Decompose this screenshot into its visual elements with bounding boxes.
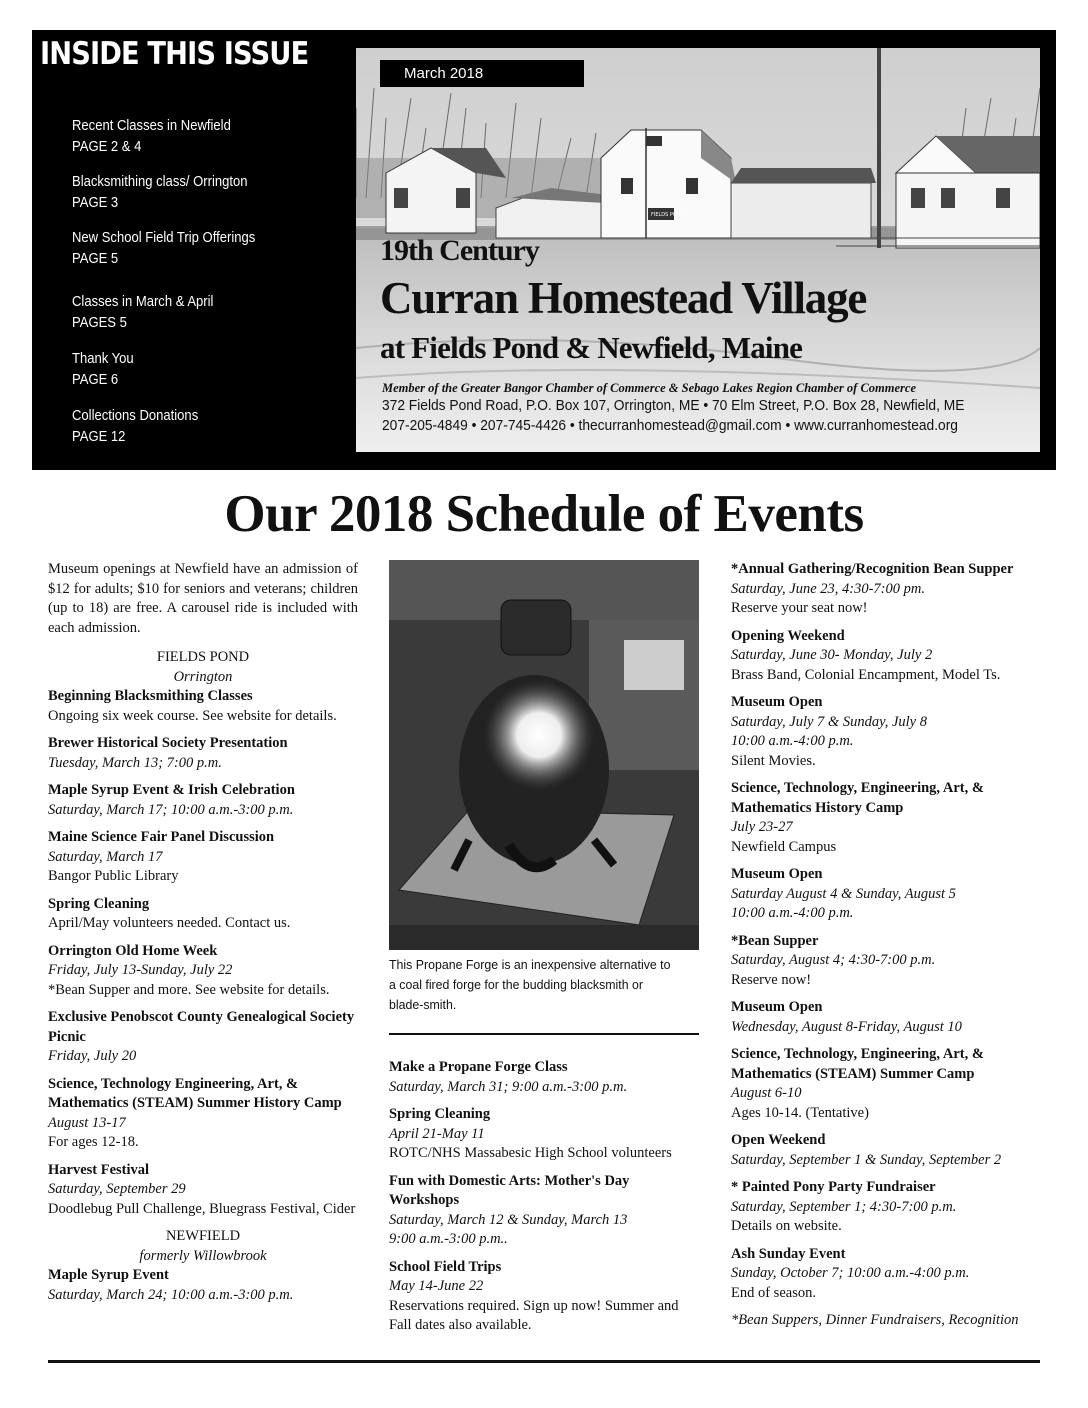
event-date: Tuesday, March 13; 7:00 p.m. [48, 754, 222, 771]
event-title: Orrington Old Home Week [48, 942, 218, 959]
admission-intro: Museum openings at Newfield have an admission of $12 for adults; $10 for seniors and veterans; children (up to 18) are free. A carousel ride is included with each admission. [48, 561, 358, 636]
event-detail: ROTC/NHS Massabesic High School volunteers [389, 1145, 672, 1161]
event-title: Maine Science Fair Panel Discussion [48, 829, 275, 845]
barn-sign: FIELDS POND [651, 212, 685, 218]
toc-item-page: PAGE 5 [72, 251, 119, 267]
event-title: * Painted Pony Party Fundraiser [731, 1179, 936, 1195]
event-date: Saturday, June 30- Monday, July 2 [731, 647, 933, 663]
event-time: 9:00 a.m.-3:00 p.m.. [389, 1231, 508, 1247]
event-date: Saturday, September 29 [48, 1181, 186, 1197]
event-item [48, 1266, 358, 1305]
column-right [731, 560, 1041, 1331]
event-item [731, 779, 1041, 857]
event-detail: For ages 12-18. [48, 1134, 139, 1150]
address-line: 372 Fields Pond Road, P.O. Box 107, Orrington, ME • 70 Elm Street, P.O. Box 28, Newfield, ME [382, 398, 965, 414]
event-detail: End of season. [731, 1284, 816, 1301]
event-detail: April/May volunteers needed. Contact us. [48, 915, 291, 931]
toc-item-page: PAGE 3 [72, 195, 119, 211]
event-item [48, 781, 358, 820]
event-title: *Bean Supper [731, 932, 819, 949]
event-item [48, 895, 358, 934]
section-heading-newfield: NEWFIELD [165, 1228, 241, 1244]
toc-item-page: PAGES 5 [72, 315, 127, 331]
toc-item-title: Thank You [72, 351, 134, 367]
toc-item-page: PAGE 12 [72, 429, 126, 445]
event-item [731, 1245, 1041, 1304]
event-date: Saturday, July 7 & Sunday, July 8 [731, 713, 927, 730]
event-item [731, 693, 1041, 771]
event-date: Sunday, October 7; 10:00 a.m.-4:00 p.m. [731, 1265, 970, 1281]
event-title: Opening Weekend [731, 627, 845, 644]
event-detail: Bangor Public Library [48, 868, 179, 884]
event-date: Saturday, March 17; 10:00 a.m.-3:00 p.m. [48, 801, 294, 818]
event-title: Science, Technology, Engineering, Art, & Mathematics (STEAM) Summer Camp [731, 1046, 984, 1082]
event-title: Science, Technology, Engineering, Art, & Mathematics History Camp [731, 780, 984, 816]
event-item [389, 1105, 699, 1164]
event-date: Saturday, September 1; 4:30-7:00 p.m. [731, 1198, 957, 1215]
event-title: Spring Cleaning [389, 1106, 491, 1122]
title-location: at Fields Pond & Newfield, Maine [380, 330, 803, 365]
event-item [731, 932, 1041, 991]
toc-item-page: PAGE 6 [72, 372, 119, 388]
column-left [48, 560, 358, 1313]
event-item [731, 1045, 1041, 1123]
event-date: Wednesday, August 8-Friday, August 10 [731, 1018, 962, 1035]
toc-item-title: Classes in March & April [72, 294, 214, 310]
event-item [389, 1058, 699, 1097]
toc-item-title: New School Field Trip Offerings [72, 230, 256, 246]
event-date: Saturday, June 23, 4:30-7:00 pm. [731, 580, 925, 597]
title-century: 19th Century [380, 234, 539, 267]
event-title: Brewer Historical Society Presentation [48, 735, 288, 751]
section-subheading-newfield: formerly Willowbrook [139, 1247, 267, 1264]
event-item [48, 734, 358, 773]
event-date: Saturday August 4 & Sunday, August 5 [731, 885, 956, 902]
event-date: Saturday, August 4; 4:30-7:00 p.m. [731, 952, 936, 968]
event-title: Maple Syrup Event & Irish Celebration [48, 782, 295, 798]
event-item [389, 1172, 699, 1250]
event-item [48, 1075, 358, 1153]
event-detail: Silent Movies. [731, 752, 816, 769]
event-item [731, 998, 1041, 1037]
event-date: Friday, July 20 [48, 1048, 137, 1064]
event-item [731, 560, 1041, 619]
event-time: 10:00 a.m.-4:00 p.m. [731, 905, 854, 921]
event-title: School Field Trips [389, 1258, 502, 1275]
column-divider [389, 1033, 699, 1035]
event-title: Museum Open [731, 694, 823, 710]
event-title: Fun with Domestic Arts: Mother's Day Workshops [389, 1172, 630, 1208]
event-date: Saturday, September 1 & Sunday, September 2 [731, 1151, 1002, 1168]
contact-line: 207-205-4849 • 207-745-4426 • thecurranhomestead@gmail.com • www.curranhomestead.org [382, 418, 958, 434]
event-detail: *Bean Supper and more. See website for details. [48, 981, 330, 998]
event-title: Museum Open [731, 999, 823, 1015]
event-detail: Reservations required. Sign up now! Summer and Fall dates also available. [389, 1297, 679, 1333]
event-item [48, 942, 358, 1001]
membership-line: Member of the Greater Bangor Chamber of Commerce & Sebago Lakes Region Chamber of Commerce [382, 381, 917, 395]
event-item [48, 687, 358, 726]
event-detail: Reserve your seat now! [731, 600, 868, 616]
event-item [731, 627, 1041, 686]
page-headline: Our 2018 Schedule of Events [224, 485, 864, 543]
bottom-rule [48, 1360, 1040, 1363]
event-date: May 14-June 22 [389, 1278, 484, 1294]
event-item [731, 1178, 1041, 1237]
footer-note: *Bean Suppers, Dinner Fundraisers, Recognition [731, 1312, 1019, 1328]
event-time: 10:00 a.m.-4:00 p.m. [731, 733, 854, 749]
event-detail: Details on website. [731, 1218, 842, 1234]
event-title: Exclusive Penobscot County Genealogical Society Picnic [48, 1009, 355, 1045]
event-list-newfield [48, 1266, 358, 1305]
event-item [48, 1008, 358, 1067]
event-date: Saturday, March 12 & Sunday, March 13 [389, 1211, 628, 1228]
event-list-right [731, 560, 1041, 1303]
toc-heading: INSIDE THIS ISSUE [40, 36, 309, 72]
event-detail: Brass Band, Colonial Encampment, Model Ts. [731, 666, 1001, 683]
event-date: Saturday, March 31; 9:00 a.m.-3:00 p.m. [389, 1078, 628, 1095]
section-heading-fields-pond: FIELDS POND [156, 649, 250, 665]
photo-caption: This Propane Forge is an inexpensive alternative to a coal fired forge for the budding blacksmith or blade-smith. [389, 957, 671, 1012]
table-of-contents [32, 30, 350, 470]
newsletter-title: Curran Homestead Village [380, 273, 867, 323]
event-title: Science, Technology Engineering, Art, & Mathematics (STEAM) Summer History Camp [48, 1075, 342, 1111]
event-detail: Ages 10-14. (Tentative) [731, 1104, 869, 1121]
event-item [389, 1258, 699, 1336]
event-detail: Newfield Campus [731, 838, 837, 855]
section-subheading-fields-pond: Orrington [173, 668, 233, 685]
event-detail: Doodlebug Pull Challenge, Bluegrass Festival, Cider [48, 1200, 356, 1217]
toc-item-page: PAGE 2 & 4 [72, 139, 142, 155]
event-title: Spring Cleaning [48, 895, 150, 912]
toc-item-title: Blacksmithing class/ Orrington [72, 174, 248, 190]
column-middle-events [389, 1058, 699, 1344]
event-date: July 23-27 [731, 819, 793, 835]
event-item [731, 865, 1041, 924]
event-title: *Annual Gathering/Recognition Bean Supper [731, 561, 1014, 577]
event-date: Friday, July 13-Sunday, July 22 [48, 962, 233, 978]
event-item [48, 1161, 358, 1220]
toc-item-title: Collections Donations [72, 408, 199, 424]
event-date: Saturday, March 24; 10:00 a.m.-3:00 p.m. [48, 1286, 294, 1303]
issue-date: March 2018 [380, 60, 584, 87]
event-detail: Ongoing six week course. See website for details. [48, 707, 337, 724]
event-list-fields-pond [48, 687, 358, 1219]
event-date: Saturday, March 17 [48, 848, 163, 865]
event-title: Ash Sunday Event [731, 1245, 846, 1262]
toc-item-title: Recent Classes in Newfield [72, 118, 231, 134]
event-title: Maple Syrup Event [48, 1267, 169, 1283]
event-date: April 21-May 11 [389, 1125, 485, 1142]
event-title: Museum Open [731, 866, 823, 882]
event-detail: Reserve now! [731, 971, 812, 988]
event-item [731, 1131, 1041, 1170]
event-item [48, 828, 358, 887]
event-date: August 6-10 [731, 1085, 802, 1101]
event-title: Beginning Blacksmithing Classes [48, 688, 253, 704]
event-title: Open Weekend [731, 1132, 826, 1148]
propane-forge-photo [389, 560, 699, 950]
event-date: August 13-17 [48, 1114, 126, 1131]
event-title: Harvest Festival [48, 1161, 150, 1178]
event-title: Make a Propane Forge Class [389, 1059, 568, 1075]
